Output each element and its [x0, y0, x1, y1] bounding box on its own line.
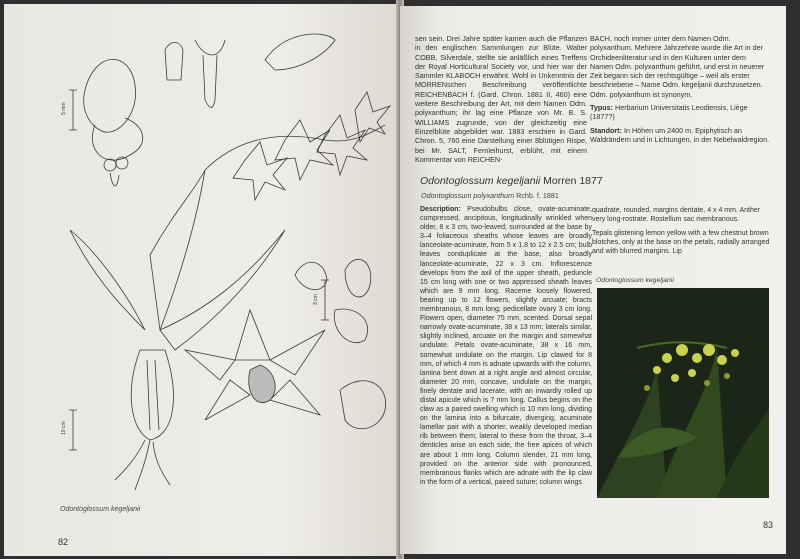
- species-heading: [420, 175, 603, 187]
- scale-label-3cm: 3 cm: [313, 294, 319, 305]
- leaf-right: [160, 230, 285, 350]
- illustration-caption: Odontoglossum kegeljanii: [60, 506, 141, 513]
- orchid-photo: [597, 288, 769, 498]
- english-description: [420, 205, 592, 487]
- botanical-illustration: [55, 30, 395, 500]
- photo-caption: Odontoglossum kegeljanii: [596, 277, 674, 284]
- description-continued: quadrate, rounded, margins dentate, 4 x 4 mm. Anther very long-rostrate. Rostellum sac membranous.: [592, 207, 761, 224]
- scale-label-5mm: 5 mm: [61, 102, 67, 115]
- side-detail-b: [340, 381, 386, 429]
- pseudobulb: [131, 350, 173, 440]
- flower-cluster: [233, 92, 390, 200]
- open-flower: [185, 310, 325, 420]
- orchid-photo-art: [597, 288, 769, 498]
- species-author: Morren 1877: [540, 175, 603, 187]
- standort-para: [590, 126, 770, 145]
- tepals-para: Tepals glistening lemon yellow with a few chestnut brown blotches, only at the base on the petals, radially arranged and with blurred margins. Lip: [592, 230, 770, 256]
- description-label: Description:: [420, 206, 461, 213]
- page-number-left: 82: [58, 537, 69, 547]
- standort-text: In Höhen um 2400 m. Epiphytisch an Waldrändern und in Lichtungen, in der Nebelwaldregion.: [590, 125, 770, 144]
- lip-detail-a: [84, 59, 136, 132]
- synonym-author: Rchb. f. 1881: [514, 191, 559, 200]
- typus-para: [590, 103, 770, 122]
- side-detail-a: [345, 259, 371, 297]
- description-text: Pseudobulbs close, ovate-acuminate, compressed, ancipitous, longitudinally wrinkled when older, 8 x 3 cm, two-leaved; surrounded at the base by 3–4 foliaceous sheaths whose leaves are broadly lanceolate-acuminate, from 5 x 1.8 to 12 x 2.5 cm; bulb leaves conduplicate at the base, also broadly lanceolate-acuminate, 22 x 3 cm. Inflorescence develops from the axil of the upper sheath, peduncle 15 cm long with one or two appressed sheath leaves which are 9 mm long. Raceme loosely flowered, bearing up to 12 flowers, slightly arcuate; bracts membranous, 8 mm long; pedicellate ovary 3 cm long. Flowers open, diameter 75 mm, scented. Dorsal sepal narrowly ovate-acuminate, 38 x 13 mm; laterals similar, slightly inclined, arcuate on the margin and somewhat undulate. Petals ovate-acuminate, 38 x 16 mm, somewhat undulate on the margin. Lip clawed for 8 mm, of which 4 mm is adnate upwards with the column, lamina bent down at a right angle and almost circular, diameter 20 mm, concave, undulate on the margin, finely dentate and lacerate, with an inwardly rolled up distal apicule which is 7 mm long. Callus begins on the claw as a paired swelling which is 10 mm long, dividing on the lamina into a bifurcate, diverging, acuminate lamellar pair with a shorter, weakly developed median rib between them; lateral to these from the throat, 3–4 denticles arise on each side, the free apices of which are about 1 mm long. Column slender, 21 mm long, provided on the anterior side with pronounced, membranous flanks which are adnate with the lip claw in the form of a vertical, paired suture; column wings: [420, 206, 592, 486]
- german-text-col1: sen sein. Drei Jahre später kamen auch die Pflanzen in den englischen Sammlungen zur Blüte. Walter COBB, Silverdale, stellte sie anläßlich eines Treffens der Royal Horticultural Society vor, und hier war der Sammler KLABOCH erwähnt. Wohl in Unkenntnis der MORRENschen Beschreibung veröffentlichte REICHENBACH f. (Gard. Chron. 1881 II, 460) eine weitere Beschreibung der Art, mit dem Namen Odm. polyxanthum; ihr lag eine Pflanze von Mr. B. S. WILLIAMS zugrunde, von der gleichzeitig eine Einzelblüte abgebildet war. 1883 erschien in Gard. Chron. 5, 760 eine Darstellung einer 8blütigen Rispe, bei Mr. SALT, Fernleihurst, erblüht, mit einem Kommentar von REICHEN-: [415, 34, 587, 164]
- species-name: Odontoglossum kegeljanii: [420, 175, 541, 187]
- german-text-col2: [590, 34, 770, 148]
- english-description-col2: [592, 206, 770, 261]
- synonym-line: [421, 191, 559, 200]
- page-number-right: 83: [763, 520, 774, 530]
- leaf-left: [150, 170, 205, 330]
- typus-label: Typus:: [590, 103, 614, 113]
- column-detail: [195, 40, 225, 108]
- synonym-name: Odontoglossum polyxanthum: [421, 191, 515, 200]
- typus-text: Herbarium Universitatis Leodiensis, Liège (1877?): [590, 103, 748, 122]
- german-text-col2-para: BACH, noch immer unter dem Namen Odm. polyxanthum. Mehrere Jahrzehnte wurde die Art in der Orchideenliteratur und in den Kulturen unter dem Namen Odm. polyxanthum geführt, und erst in neuerer Zeit begann sich der rechtsgültige – weil als erster beschriebene – Name Odm. kegeljanii durchzusetzen. Odm. polyxanthum ist synonym.: [590, 34, 765, 99]
- lip-side-detail: [265, 34, 335, 70]
- scale-label-10cm: 10 cm: [61, 421, 67, 435]
- standort-label: Standort:: [590, 125, 622, 135]
